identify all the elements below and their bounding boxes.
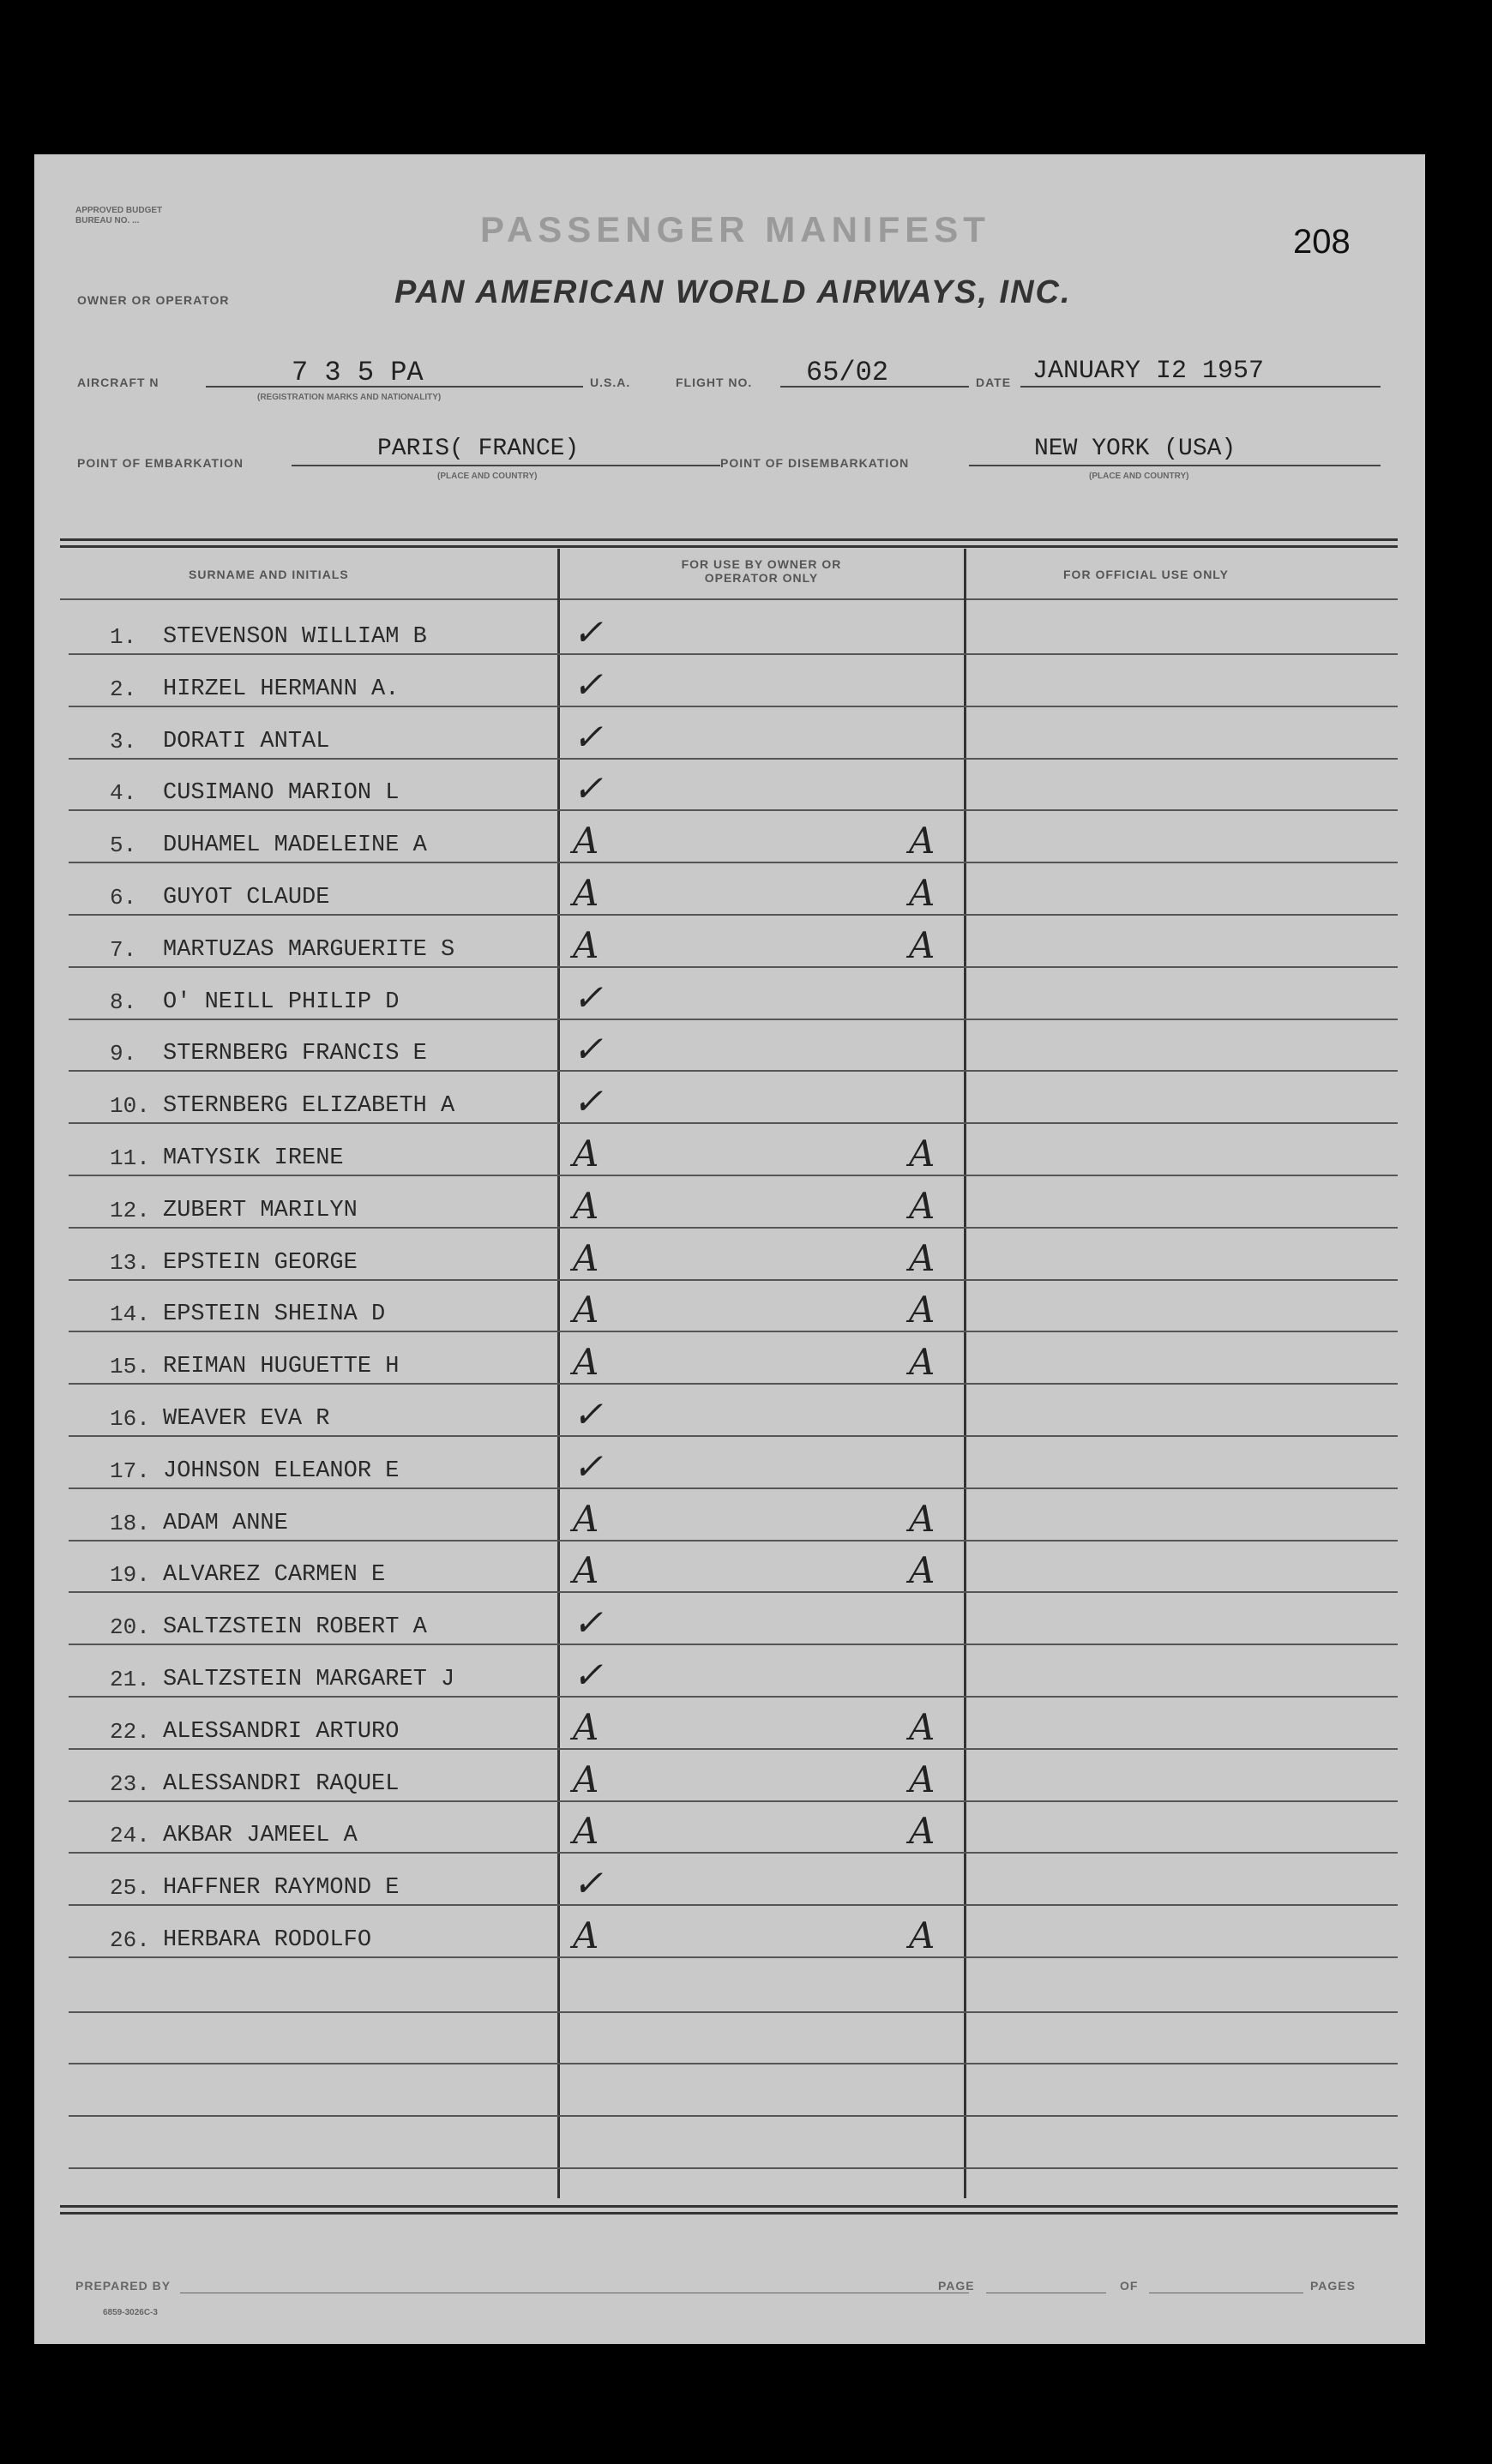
- passenger-row: [60, 1751, 1398, 1802]
- passenger-row: [60, 916, 1398, 968]
- operator-check-mark: ✓: [573, 715, 604, 758]
- passenger-row: [60, 604, 1398, 655]
- operator-check-mark: A: [573, 1236, 599, 1279]
- passenger-name: SALTZSTEIN MARGARET J: [163, 1667, 455, 1692]
- passenger-row: [60, 1229, 1398, 1281]
- passenger-number: 18.: [110, 1510, 150, 1536]
- passenger-number: 25.: [110, 1875, 150, 1902]
- passenger-row: [60, 760, 1398, 811]
- passenger-number: 9.: [110, 1041, 137, 1067]
- passenger-name: CUSIMANO MARION L: [163, 780, 400, 807]
- operator-check-mark: A: [573, 1341, 599, 1384]
- operator-check-mark: ✓: [573, 1602, 604, 1644]
- passenger-row: [60, 1020, 1398, 1072]
- flight-value: 65/02: [806, 357, 889, 388]
- operator-check-mark: A: [573, 1705, 599, 1748]
- passenger-row: [60, 656, 1398, 707]
- operator-status-mark: A: [909, 1705, 936, 1748]
- prepared-by-label: PREPARED BY: [75, 2279, 171, 2293]
- embarkation-sublabel: (PLACE AND COUNTRY): [437, 472, 538, 481]
- flight-label: FLIGHT NO.: [676, 376, 753, 389]
- operator-check-mark: A: [573, 1549, 599, 1592]
- passenger-name: REIMAN HUGUETTE H: [163, 1354, 400, 1380]
- aircraft-label: AIRCRAFT N: [77, 376, 159, 389]
- passenger-name: HERBARA RODOLFO: [163, 1927, 372, 1953]
- passenger-row: [60, 1907, 1398, 1958]
- operator-check-mark: A: [573, 872, 599, 914]
- operator-status-mark: A: [909, 1289, 936, 1331]
- operator-check-mark: ✓: [573, 1080, 604, 1123]
- operator-status-mark: A: [909, 1133, 936, 1175]
- operator-check-mark: A: [573, 923, 599, 966]
- operator-check-mark: ✓: [573, 1654, 604, 1696]
- passenger-number: 13.: [110, 1249, 150, 1276]
- aircraft-value: 7 3 5 PA: [292, 357, 424, 388]
- passenger-row: [60, 1385, 1398, 1437]
- passenger-name: EPSTEIN SHEINA D: [163, 1301, 386, 1328]
- operator-check-mark: A: [573, 1758, 599, 1800]
- passenger-row: [60, 1438, 1398, 1489]
- passenger-row: [60, 1177, 1398, 1229]
- operator-status-mark: A: [909, 1810, 936, 1853]
- passenger-name: MARTUZAS MARGUERITE S: [163, 936, 455, 963]
- owner-label: OWNER OR OPERATOR: [77, 293, 230, 307]
- operator-status-mark: A: [909, 872, 936, 914]
- column-header-official: FOR OFFICIAL USE ONLY: [1063, 568, 1229, 581]
- operator-check-mark: ✓: [573, 611, 604, 653]
- passenger-name: HAFFNER RAYMOND E: [163, 1875, 400, 1902]
- passenger-row: [60, 1333, 1398, 1385]
- airline-name: PAN AMERICAN WORLD AIRWAYS, INC.: [394, 274, 1072, 310]
- operator-status-mark: A: [909, 1236, 936, 1279]
- passenger-number: 24.: [110, 1823, 150, 1849]
- passenger-number: 1.: [110, 624, 137, 650]
- passenger-name: SALTZSTEIN ROBERT A: [163, 1614, 427, 1641]
- passenger-row: [60, 1646, 1398, 1698]
- passenger-row: [60, 1542, 1398, 1593]
- passenger-name: AKBAR JAMEEL A: [163, 1823, 358, 1849]
- disembarkation-sublabel: (PLACE AND COUNTRY): [1089, 472, 1189, 481]
- passenger-number: 11.: [110, 1145, 150, 1171]
- operator-check-mark: A: [573, 1133, 599, 1175]
- passenger-row: [60, 708, 1398, 760]
- passenger-number: 3.: [110, 728, 137, 754]
- column-header-names: SURNAME AND INITIALS: [189, 568, 349, 581]
- operator-check-mark: ✓: [573, 976, 604, 1019]
- passenger-number: 2.: [110, 676, 137, 702]
- passenger-number: 21.: [110, 1667, 150, 1692]
- passenger-number: 10.: [110, 1093, 150, 1120]
- passenger-row: [60, 1490, 1398, 1542]
- passenger-name: MATYSIK IRENE: [163, 1145, 344, 1171]
- operator-status-mark: A: [909, 1549, 936, 1592]
- passenger-name: HIRZEL HERMANN A.: [163, 676, 400, 702]
- approval-note: APPROVED BUDGET BUREAU NO. ...: [75, 206, 163, 225]
- passenger-name: STEVENSON WILLIAM B: [163, 624, 427, 650]
- passenger-row: [60, 1854, 1398, 1906]
- passenger-row: [60, 1802, 1398, 1854]
- passenger-number: 15.: [110, 1354, 150, 1380]
- passenger-number: 26.: [110, 1927, 150, 1953]
- embarkation-label: POINT OF EMBARKATION: [77, 456, 244, 470]
- date-value: JANUARY I2 1957: [1032, 357, 1265, 386]
- operator-status-mark: A: [909, 1184, 936, 1227]
- passenger-row: [60, 1073, 1398, 1124]
- passenger-name: STERNBERG ELIZABETH A: [163, 1093, 455, 1120]
- passenger-name: ALVAREZ CARMEN E: [163, 1562, 386, 1589]
- passenger-name: DORATI ANTAL: [163, 728, 330, 754]
- passenger-number: 8.: [110, 989, 137, 1015]
- passenger-name: ALESSANDRI ARTURO: [163, 1718, 400, 1745]
- passenger-number: 12.: [110, 1197, 150, 1223]
- passenger-name: ALESSANDRI RAQUEL: [163, 1770, 400, 1797]
- operator-check-mark: A: [573, 1914, 599, 1956]
- passenger-name: EPSTEIN GEORGE: [163, 1249, 358, 1276]
- passenger-row: [60, 864, 1398, 916]
- passenger-number: 7.: [110, 936, 137, 963]
- passenger-number: 17.: [110, 1457, 150, 1484]
- operator-status-mark: A: [909, 1497, 936, 1540]
- passenger-number: 6.: [110, 885, 137, 910]
- passenger-row: [60, 812, 1398, 863]
- passenger-row: [60, 1698, 1398, 1750]
- operator-check-mark: ✓: [573, 663, 604, 706]
- passenger-number: 16.: [110, 1406, 150, 1432]
- usa-label: U.S.A.: [590, 376, 631, 389]
- operator-check-mark: ✓: [573, 1393, 604, 1435]
- passenger-name: ADAM ANNE: [163, 1510, 288, 1536]
- passenger-name: JOHNSON ELEANOR E: [163, 1457, 400, 1484]
- date-label: DATE: [976, 376, 1012, 389]
- passenger-name: ZUBERT MARILYN: [163, 1197, 358, 1223]
- operator-status-mark: A: [909, 820, 936, 862]
- page-number: 208: [1293, 223, 1351, 261]
- passenger-number: 5.: [110, 832, 137, 859]
- column-header-owner: FOR USE BY OWNER OR OPERATOR ONLY: [681, 557, 842, 585]
- passenger-number: 23.: [110, 1770, 150, 1797]
- passenger-row: [60, 1281, 1398, 1332]
- operator-check-mark: A: [573, 1810, 599, 1853]
- page-label: PAGE: [938, 2279, 975, 2293]
- disembarkation-value: NEW YORK (USA): [1034, 436, 1236, 462]
- manifest-document: [34, 154, 1425, 2344]
- operator-check-mark: ✓: [573, 767, 604, 810]
- passenger-name: STERNBERG FRANCIS E: [163, 1041, 427, 1067]
- operator-status-mark: A: [909, 1758, 936, 1800]
- passenger-name: WEAVER EVA R: [163, 1406, 330, 1432]
- passenger-number: 22.: [110, 1718, 150, 1745]
- disembarkation-label: POINT OF DISEMBARKATION: [720, 456, 910, 470]
- operator-check-mark: A: [573, 1289, 599, 1331]
- pages-label: PAGES: [1310, 2279, 1356, 2293]
- passenger-row: [60, 1594, 1398, 1645]
- operator-check-mark: A: [573, 820, 599, 862]
- operator-status-mark: A: [909, 1914, 936, 1956]
- of-label: OF: [1120, 2279, 1139, 2293]
- operator-status-mark: A: [909, 923, 936, 966]
- passenger-row: [60, 1125, 1398, 1176]
- operator-check-mark: A: [573, 1184, 599, 1227]
- operator-check-mark: A: [573, 1497, 599, 1540]
- operator-check-mark: ✓: [573, 1028, 604, 1071]
- form-code: 6859-3026C-3: [103, 2308, 158, 2317]
- embarkation-value: PARIS( FRANCE): [377, 436, 580, 462]
- passenger-name: GUYOT CLAUDE: [163, 885, 330, 910]
- document-title: PASSENGER MANIFEST: [480, 209, 990, 249]
- passenger-number: 4.: [110, 780, 137, 807]
- aircraft-sublabel: (REGISTRATION MARKS AND NATIONALITY): [257, 393, 442, 402]
- passenger-row: [60, 969, 1398, 1020]
- passenger-name: DUHAMEL MADELEINE A: [163, 832, 427, 859]
- operator-status-mark: A: [909, 1341, 936, 1384]
- passenger-name: O' NEILL PHILIP D: [163, 989, 400, 1015]
- passenger-number: 19.: [110, 1562, 150, 1589]
- passenger-number: 14.: [110, 1301, 150, 1328]
- operator-check-mark: ✓: [573, 1445, 604, 1487]
- operator-check-mark: ✓: [573, 1862, 604, 1905]
- passenger-number: 20.: [110, 1614, 150, 1641]
